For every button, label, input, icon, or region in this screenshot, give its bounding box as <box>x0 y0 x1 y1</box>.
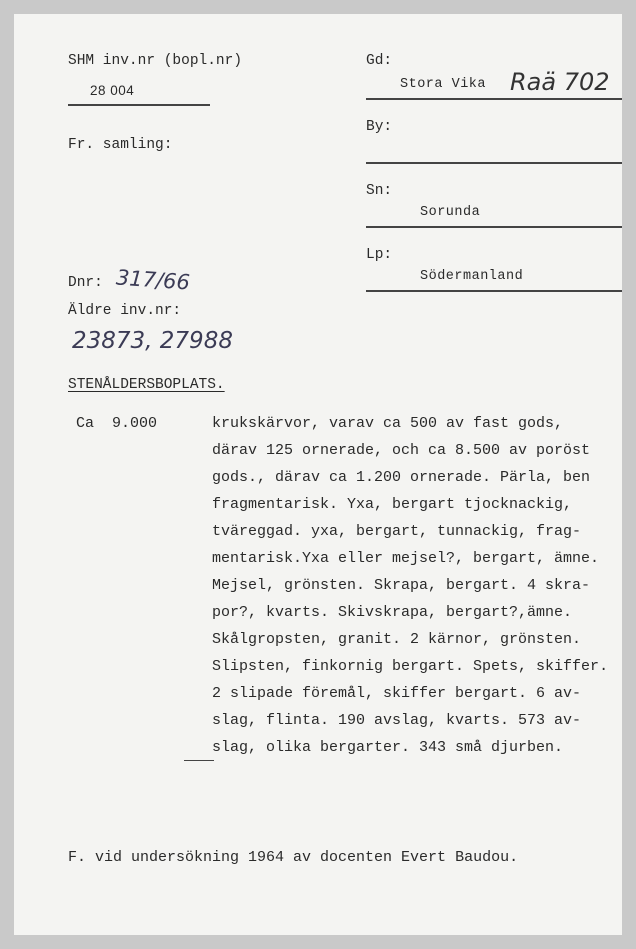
description-line-12: slag, flinta. 190 avslag, kvarts. 573 av- <box>212 712 582 729</box>
catalog-card <box>14 14 622 935</box>
description-line-8: por?, kvarts. Skivskrapa, bergart?,ämne. <box>212 604 573 621</box>
shm-value: 28 004 <box>90 83 135 98</box>
dnr-label: Dnr: <box>68 275 103 291</box>
description-line-10: Slipsten, finkornig bergart. Spets, skiffer. <box>212 658 609 675</box>
shm-underline <box>68 104 210 106</box>
description-line-5: tväreggad. yxa, bergart, tunnackig, frag- <box>212 523 582 540</box>
sn-value: Sorunda <box>420 205 481 220</box>
sn-label: Sn: <box>366 183 393 199</box>
aldre-value: 23873, 27988 <box>72 328 233 354</box>
description-line-7: Mejsel, grönsten. Skrapa, bergart. 4 skra- <box>212 577 591 594</box>
description-line-13: slag, olika bergarter. 343 små djurben. <box>212 739 564 756</box>
category-heading: STENÅLDERSBOPLATS. <box>68 377 225 393</box>
gd-value: Stora Vika <box>400 77 487 92</box>
gd-label: Gd: <box>366 53 393 69</box>
dnr-value: 317/66 <box>115 265 191 295</box>
quantity: Ca 9.000 <box>76 415 158 432</box>
description-end-underline <box>184 760 214 761</box>
description-line-1: krukskärvor, varav ca 500 av fast gods, <box>212 415 564 432</box>
description-line-9: Skålgropsten, granit. 2 kärnor, grönsten. <box>212 631 582 648</box>
by-label: By: <box>366 119 393 135</box>
shm-label: SHM inv.nr (bopl.nr) <box>68 53 243 69</box>
gd-rule <box>366 98 622 100</box>
description-line-4: fragmentarisk. Yxa, bergart tjocknackig, <box>212 496 573 513</box>
fr-samling-label: Fr. samling: <box>68 137 173 153</box>
raa-value: Raä 702 <box>510 68 610 96</box>
aldre-label: Äldre inv.nr: <box>68 303 182 319</box>
description-line-11: 2 slipade föremål, skiffer bergart. 6 av- <box>212 685 582 702</box>
lp-label: Lp: <box>366 247 393 263</box>
description-line-2: därav 125 ornerade, och ca 8.500 av poröst <box>212 442 591 459</box>
description-line-6: mentarisk.Yxa eller mejsel?, bergart, ämne. <box>212 550 600 567</box>
description-line-3: gods., därav ca 1.200 ornerade. Pärla, ben <box>212 469 591 486</box>
footer-note: F. vid undersökning 1964 av docenten Evert Baudou. <box>68 849 519 866</box>
sn-rule <box>366 226 622 228</box>
lp-rule <box>366 290 622 292</box>
lp-value: Södermanland <box>420 269 524 284</box>
by-rule <box>366 162 622 164</box>
